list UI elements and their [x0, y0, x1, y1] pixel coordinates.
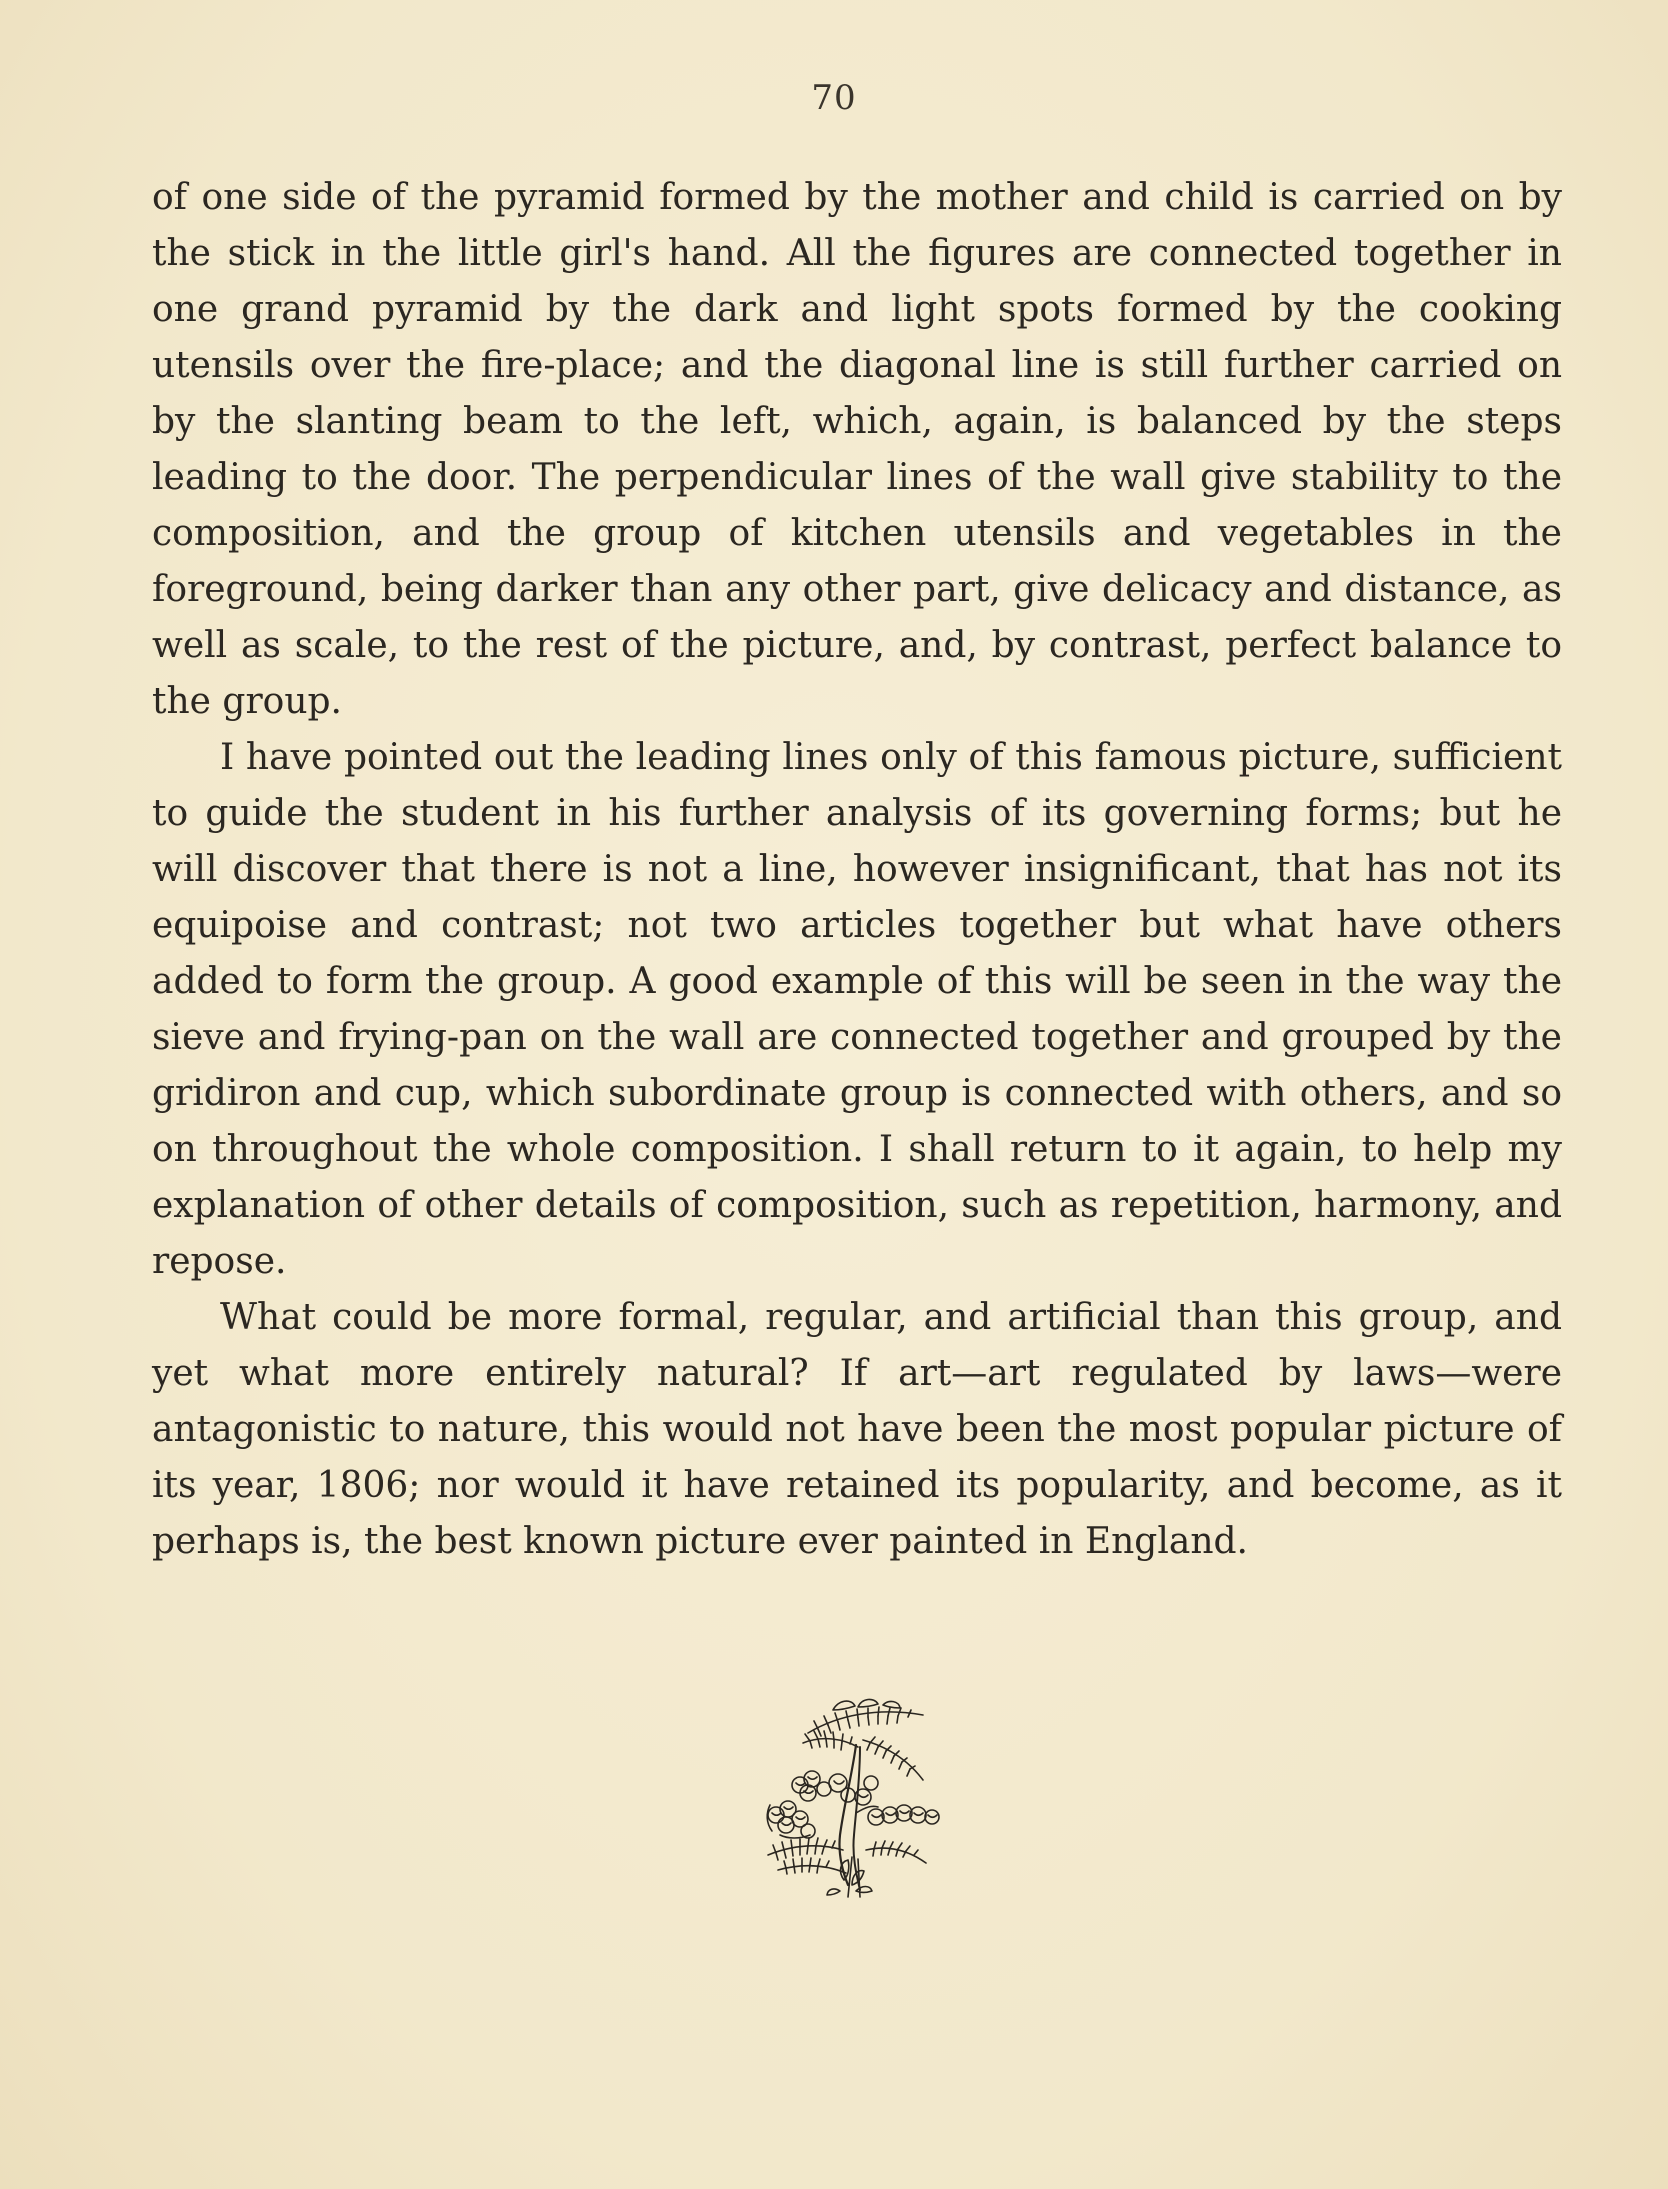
paragraph: What could be more formal, regular, and artificial than this group, and yet what more entirely natural? If art—art regulated by laws—were antagonistic to nature, this would not have been the most popular picture of its year, 1806; nor would it have retained its popularity, and become, as it perhaps is, the best known picture ever painted in England. — [152, 1297, 1562, 1562]
page-number: 70 — [811, 78, 857, 118]
paragraph: of one side of the pyramid formed by the mother and child is carried on by the stick in the little girl's hand. All the figures are connected together in one grand pyramid by the dark and light spots formed by the cooking utensils over the fire-place; and the diagonal line is still further carried on by the slanting beam to the left, which, again, is balanced by the steps leading to the door. The perpendicular lines of the wall give stability to the composition, and the group of kitchen utensils and vegetables in the foreground, being darker than any other part, give delicacy and distance, as well as scale, to the rest of the picture, and, by contrast, perfect balance to the group. — [152, 177, 1562, 722]
paragraph: I have pointed out the leading lines only of this famous picture, sufficient to guide the student in his further analysis of its governing forms; but he will discover that there is not a line, however insignificant, that has not its equipoise and contrast; not two articles together but what have others added to form the group. A good example of this will be seen in the way the sieve and frying-pan on the wall are connected together and grouped by the gridiron and cup, which subordinate group is connected with others, and so on throughout the whole composition. I shall return to it again, to help my explanation of other details of composition, such as repetition, harmony, and repose. — [152, 737, 1562, 1282]
floral-tailpiece-icon — [748, 1685, 974, 1900]
body-text — [152, 170, 1562, 1570]
